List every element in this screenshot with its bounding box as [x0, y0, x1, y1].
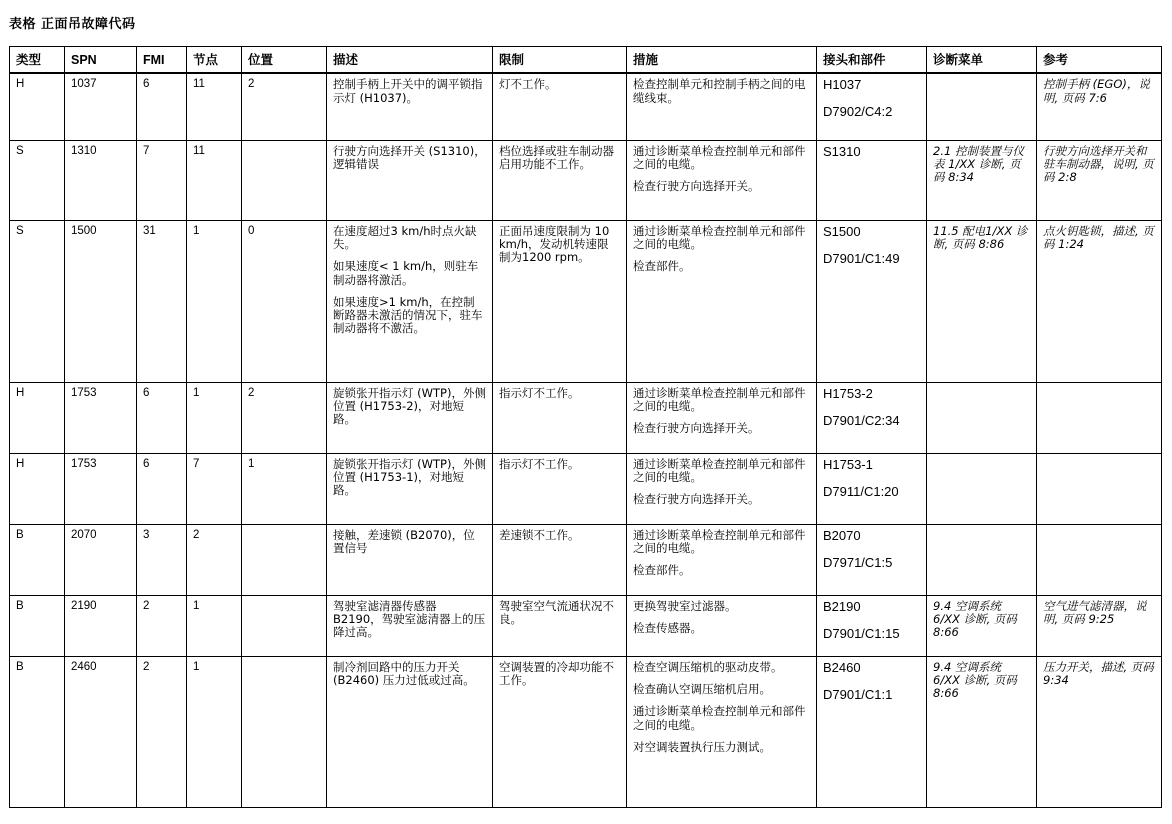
cell-position — [242, 524, 327, 595]
cell-connector-line: D7901/C2:34 — [823, 412, 900, 428]
cell-connector — [817, 73, 927, 140]
cell-spn: 2190 — [65, 595, 137, 656]
cell-diag-menu — [927, 382, 1037, 453]
cell-type: B — [10, 656, 65, 807]
cell-limitation: 指示灯不工作。 — [493, 453, 627, 524]
cell-diag-menu — [927, 453, 1037, 524]
cell-reference: 空气进气滤清器，说明, 页码 9:25 — [1037, 595, 1162, 656]
cell-action — [627, 220, 817, 382]
table-row — [10, 524, 1162, 595]
cell-description-line: 驾驶室滤清器传感器 B2190，驾驶室滤清器上的压降过高。 — [333, 598, 486, 640]
cell-node: 11 — [187, 140, 242, 220]
cell-diag-menu: 2.1 控制装置与仪表 1/XX 诊断, 页码 8:34 — [927, 140, 1037, 220]
cell-action-line: 检查部件。 — [633, 563, 691, 578]
col-header-position: 位置 — [242, 47, 327, 74]
cell-position: 1 — [242, 453, 327, 524]
cell-type: S — [10, 140, 65, 220]
cell-connector-line: H1753-2 — [823, 385, 873, 401]
col-header-limitation: 限制 — [493, 47, 627, 74]
cell-action — [627, 140, 817, 220]
cell-connector-line: B2070 — [823, 527, 861, 543]
cell-connector-line: D7901/C1:1 — [823, 686, 893, 702]
table-row — [10, 656, 1162, 807]
cell-action-line: 通过诊断菜单检查控制单元和部件之间的电缆。 — [633, 385, 806, 414]
cell-action — [627, 453, 817, 524]
cell-connector-line: D7911/C1:20 — [823, 483, 899, 499]
cell-diag-menu: 9.4 空调系统 6/XX 诊断, 页码 8:66 — [927, 656, 1037, 807]
cell-spn: 2460 — [65, 656, 137, 807]
cell-description — [327, 220, 493, 382]
cell-node: 1 — [187, 595, 242, 656]
cell-fmi: 2 — [137, 595, 187, 656]
cell-connector-line: B2190 — [823, 598, 861, 614]
col-header-diag-menu: 诊断菜单 — [927, 47, 1037, 74]
cell-fmi: 7 — [137, 140, 187, 220]
cell-description-line: 旋锁张开指示灯 (WTP)，外侧位置 (H1753-1)，对地短路。 — [333, 456, 486, 498]
cell-fmi: 6 — [137, 73, 187, 140]
col-header-reference: 参考 — [1037, 47, 1162, 74]
cell-diag-menu — [927, 73, 1037, 140]
cell-position: 0 — [242, 220, 327, 382]
cell-action-line: 检查行驶方向选择开关。 — [633, 492, 760, 507]
table-row — [10, 73, 1162, 140]
cell-action-line: 对空调装置执行压力测试。 — [633, 739, 771, 754]
cell-node: 11 — [187, 73, 242, 140]
cell-action-line: 检查确认空调压缩机启用。 — [633, 682, 771, 697]
cell-connector-line: S1310 — [823, 143, 861, 159]
cell-limitation: 指示灯不工作。 — [493, 382, 627, 453]
cell-description-line: 行驶方向选择开关 (S1310)，逻辑错误 — [333, 143, 486, 172]
cell-connector — [817, 656, 927, 807]
cell-description — [327, 656, 493, 807]
table-row — [10, 453, 1162, 524]
cell-description — [327, 382, 493, 453]
cell-description-line: 如果速度< 1 km/h，则驻车制动器将激活。 — [333, 259, 479, 287]
cell-connector-line: D7901/C1:15 — [823, 625, 900, 641]
cell-action-line: 检查空调压缩机的驱动皮带。 — [633, 659, 783, 674]
cell-reference: 点火钥匙锁，描述, 页码 1:24 — [1037, 220, 1162, 382]
cell-reference — [1037, 382, 1162, 453]
cell-limitation: 正面吊速度限制为 10 km/h，发动机转速限制为1200 rpm。 — [493, 220, 627, 382]
cell-connector — [817, 453, 927, 524]
cell-type: H — [10, 453, 65, 524]
cell-spn: 1037 — [65, 73, 137, 140]
cell-type: B — [10, 595, 65, 656]
cell-description — [327, 524, 493, 595]
table-row — [10, 220, 1162, 382]
cell-reference — [1037, 524, 1162, 595]
header-row — [10, 47, 1162, 74]
cell-connector — [817, 595, 927, 656]
cell-description-line: 如果速度>1 km/h，在控制断路器未激活的情况下，驻车制动器将不激活。 — [333, 294, 483, 336]
cell-action-line: 更换驾驶室过滤器。 — [633, 598, 737, 613]
cell-description-line: 旋锁张开指示灯 (WTP)，外侧位置 (H1753-2)，对地短路。 — [333, 385, 486, 427]
cell-action-line: 检查传感器。 — [633, 621, 702, 636]
cell-connector-line: D7902/C4:2 — [823, 104, 893, 120]
cell-fmi: 31 — [137, 220, 187, 382]
cell-action — [627, 73, 817, 140]
cell-spn: 2070 — [65, 524, 137, 595]
cell-connector-line: B2460 — [823, 659, 861, 675]
cell-action-line: 通过诊断菜单检查控制单元和部件之间的电缆。 — [633, 704, 806, 732]
cell-type: S — [10, 220, 65, 382]
cell-spn: 1753 — [65, 382, 137, 453]
cell-reference: 压力开关，描述, 页码 9:34 — [1037, 656, 1162, 807]
cell-node: 1 — [187, 220, 242, 382]
cell-action-line: 检查部件。 — [633, 259, 691, 274]
col-header-connector: 接头和部件 — [817, 47, 927, 74]
cell-limitation: 档位选择或驻车制动器启用功能不工作。 — [493, 140, 627, 220]
cell-position: 2 — [242, 382, 327, 453]
cell-description — [327, 73, 493, 140]
cell-limitation: 空调装置的冷却功能不工作。 — [493, 656, 627, 807]
cell-position — [242, 595, 327, 656]
cell-node: 1 — [187, 656, 242, 807]
cell-description — [327, 595, 493, 656]
cell-description-line: 制冷剂回路中的压力开关 (B2460) 压力过低或过高。 — [333, 659, 475, 688]
cell-reference: 行驶方向选择开关和驻车制动器，说明, 页码 2:8 — [1037, 140, 1162, 220]
table-body — [10, 73, 1162, 807]
cell-description — [327, 453, 493, 524]
cell-action-line: 检查控制单元和控制手柄之间的电缆线束。 — [633, 77, 806, 105]
cell-connector-line: H1753-1 — [823, 456, 873, 472]
cell-fmi: 3 — [137, 524, 187, 595]
col-header-action: 措施 — [627, 47, 817, 74]
cell-diag-menu — [927, 524, 1037, 595]
cell-spn: 1310 — [65, 140, 137, 220]
cell-diag-menu: 11.5 配电1/XX 诊断, 页码 8:86 — [927, 220, 1037, 382]
cell-connector-line: D7971/C1:5 — [823, 554, 893, 570]
cell-node: 7 — [187, 453, 242, 524]
cell-connector — [817, 524, 927, 595]
cell-fmi: 2 — [137, 656, 187, 807]
cell-position: 2 — [242, 73, 327, 140]
col-header-type: 类型 — [10, 47, 65, 74]
cell-position — [242, 140, 327, 220]
cell-connector-line: H1037 — [823, 77, 862, 93]
cell-type: H — [10, 73, 65, 140]
cell-description-line: 控制手柄上开关中的调平锁指示灯 (H1037)。 — [333, 77, 483, 105]
cell-limitation: 差速锁不工作。 — [493, 524, 627, 595]
cell-action-line: 通过诊断菜单检查控制单元和部件之间的电缆。 — [633, 143, 806, 172]
cell-diag-menu: 9.4 空调系统 6/XX 诊断, 页码 8:66 — [927, 595, 1037, 656]
col-header-fmi: FMI — [137, 47, 187, 74]
cell-connector — [817, 382, 927, 453]
cell-limitation: 灯不工作。 — [493, 73, 627, 140]
col-header-description: 描述 — [327, 47, 493, 74]
cell-description-line: 在速度超过3 km/h时点火缺失。 — [333, 223, 477, 252]
cell-spn: 1500 — [65, 220, 137, 382]
cell-connector — [817, 140, 927, 220]
cell-action-line: 检查行驶方向选择开关。 — [633, 421, 760, 436]
table-row — [10, 140, 1162, 220]
fault-code-table — [9, 46, 1162, 808]
cell-reference — [1037, 453, 1162, 524]
table-row — [10, 595, 1162, 656]
cell-action — [627, 382, 817, 453]
cell-description-line: 接触，差速锁 (B2070)，位置信号 — [333, 527, 475, 556]
col-header-spn: SPN — [65, 47, 137, 74]
cell-reference: 控制手柄 (EGO)，说明, 页码 7:6 — [1037, 73, 1162, 140]
cell-action-line: 通过诊断菜单检查控制单元和部件之间的电缆。 — [633, 223, 806, 252]
cell-connector — [817, 220, 927, 382]
cell-action-line: 通过诊断菜单检查控制单元和部件之间的电缆。 — [633, 456, 806, 485]
table-row — [10, 382, 1162, 453]
cell-node: 1 — [187, 382, 242, 453]
cell-type: H — [10, 382, 65, 453]
cell-action-line: 通过诊断菜单检查控制单元和部件之间的电缆。 — [633, 527, 806, 556]
cell-position — [242, 656, 327, 807]
table-caption: 表格 正面吊故障代码 — [9, 17, 136, 32]
col-header-node: 节点 — [187, 47, 242, 74]
cell-node: 2 — [187, 524, 242, 595]
cell-type: B — [10, 524, 65, 595]
cell-connector-line: S1500 — [823, 223, 861, 239]
cell-action-line: 检查行驶方向选择开关。 — [633, 179, 760, 194]
cell-fmi: 6 — [137, 382, 187, 453]
cell-fmi: 6 — [137, 453, 187, 524]
cell-action — [627, 656, 817, 807]
cell-connector-line: D7901/C1:49 — [823, 250, 900, 266]
cell-action — [627, 524, 817, 595]
cell-spn: 1753 — [65, 453, 137, 524]
cell-limitation: 驾驶室空气流通状况不良。 — [493, 595, 627, 656]
cell-action — [627, 595, 817, 656]
cell-description — [327, 140, 493, 220]
